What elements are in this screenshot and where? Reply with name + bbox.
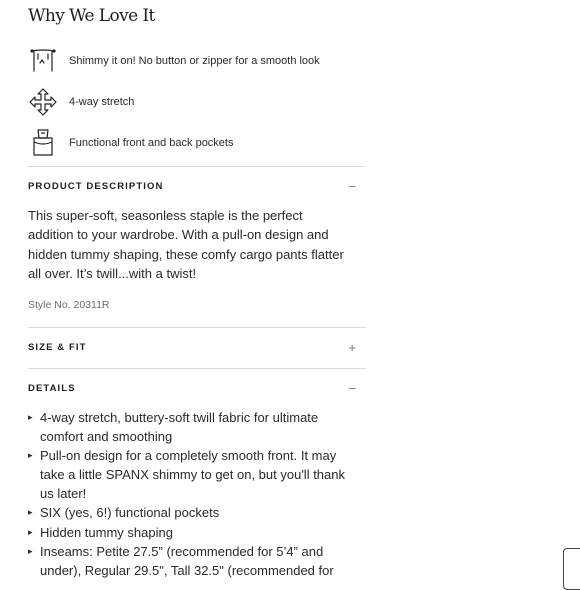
size-fit-title: SIZE & FIT (28, 341, 87, 353)
list-item: ▸ Hidden tummy shaping (28, 523, 358, 542)
pants-icon (28, 46, 58, 76)
product-description-toggle[interactable] (28, 176, 356, 196)
bullet-icon: ▸ (28, 526, 33, 537)
floating-widget-button[interactable] (563, 548, 580, 590)
feature-pockets (28, 126, 366, 160)
details-list (28, 408, 358, 580)
collapse-icon[interactable]: − (348, 380, 356, 396)
feature-stretch (28, 85, 366, 119)
divider (28, 368, 366, 369)
divider (28, 166, 366, 167)
list-item: ▸ SIX (yes, 6!) functional pockets (28, 503, 358, 522)
style-number: Style No. 20311R (28, 299, 110, 311)
size-fit-toggle[interactable] (28, 337, 356, 357)
list-item: ▸ Inseams: Petite 27.5” (recommended for 5’4” and under), Regular 29.5", Tall 32.5" (recommended for (28, 543, 334, 578)
divider (28, 327, 366, 328)
section-heading: Why We Love It (28, 6, 155, 26)
details-title: DETAILS (28, 382, 76, 394)
product-description-title: PRODUCT DESCRIPTION (28, 180, 164, 192)
product-description-text: This super-soft, seasonless staple is the perfect addition to your wardrobe. With a pull-on design and hidden tummy shaping, these comfy cargo pants flatter all over. It’s twill...with a twist! (28, 208, 344, 282)
bullet-icon: ▸ (28, 545, 33, 556)
feature-text: Shimmy it on! No button or zipper for a smooth look (69, 55, 320, 67)
collapse-icon[interactable]: − (348, 178, 356, 194)
feature-text: 4-way stretch (69, 96, 135, 108)
feature-text: Functional front and back pockets (69, 137, 234, 149)
details-toggle[interactable] (28, 378, 356, 398)
pocket-icon (28, 128, 58, 158)
bullet-icon: ▸ (28, 412, 33, 422)
list-item: ▸ 4-way stretch, buttery-soft twill fabric for ultimate comfort and smoothing (28, 410, 319, 445)
bullet-icon: ▸ (28, 507, 33, 518)
expand-icon[interactable]: + (348, 339, 356, 355)
bullet-icon: ▸ (28, 450, 33, 461)
four-way-arrows-icon (28, 87, 58, 117)
feature-shimmy (28, 44, 366, 78)
list-item: ▸ Pull-on design for a completely smooth front. It may take a little SPANX shimmy to get on, but you'll thank us later! (28, 448, 345, 502)
